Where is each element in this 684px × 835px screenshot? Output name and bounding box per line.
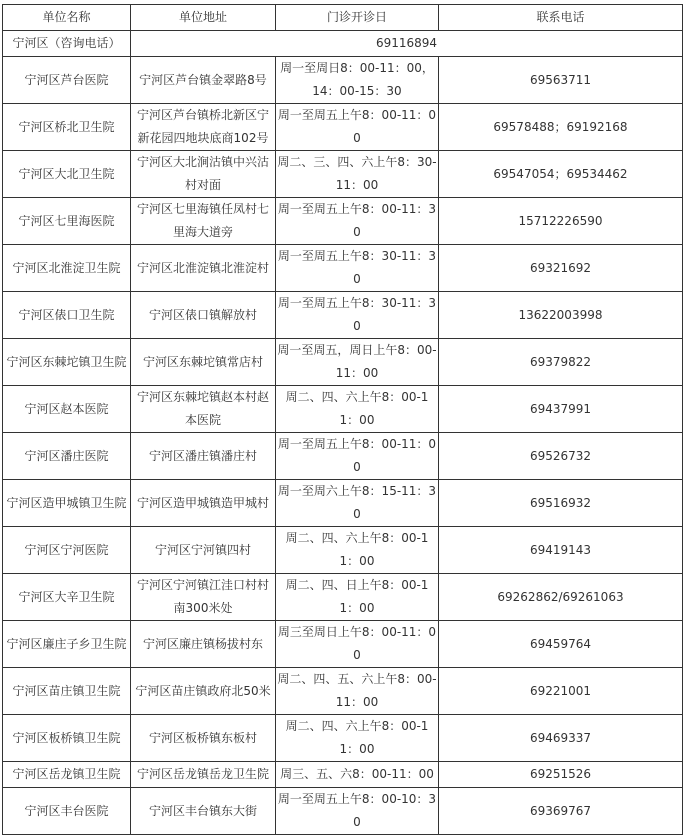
cell-name: 宁河区廉庄子乡卫生院 bbox=[3, 621, 131, 668]
cell-name: 宁河区桥北卫生院 bbox=[3, 104, 131, 151]
cell-phone: 69459764 bbox=[439, 621, 683, 668]
cell-hours: 周一至周五上午8：30-11：30 bbox=[276, 292, 439, 339]
table-row bbox=[3, 433, 683, 480]
cell-address: 宁河区造甲城镇造甲城村 bbox=[131, 480, 276, 527]
cell-hours: 周二、四、日上午8：00-11：00 bbox=[276, 574, 439, 621]
cell-name: 宁河区赵本医院 bbox=[3, 386, 131, 433]
cell-hours: 周一至周六上午8：15-11：30 bbox=[276, 480, 439, 527]
table-row bbox=[3, 57, 683, 104]
table-row bbox=[3, 715, 683, 762]
table-row bbox=[3, 245, 683, 292]
table-row bbox=[3, 480, 683, 527]
header-name: 单位名称 bbox=[3, 5, 131, 31]
cell-address: 宁河区潘庄镇潘庄村 bbox=[131, 433, 276, 480]
header-address: 单位地址 bbox=[131, 5, 276, 31]
cell-address: 宁河区芦台镇桥北新区宁新花园四地块底商102号 bbox=[131, 104, 276, 151]
cell-hours: 周一至周五上午8：00-11：00 bbox=[276, 433, 439, 480]
cell-name: 宁河区苗庄镇卫生院 bbox=[3, 668, 131, 715]
table-row bbox=[3, 198, 683, 245]
cell-hours: 周一至周日8：00-11：00，14：00-15：30 bbox=[276, 57, 439, 104]
cell-phone: 69419143 bbox=[439, 527, 683, 574]
cell-hours: 周一至周五上午8：00-11：00 bbox=[276, 104, 439, 151]
cell-address: 宁河区岳龙镇岳龙卫生院 bbox=[131, 762, 276, 788]
cell-phone: 13622003998 bbox=[439, 292, 683, 339]
hotline-phone: 69116894 bbox=[131, 31, 683, 57]
table-row bbox=[3, 762, 683, 788]
cell-phone: 69437991 bbox=[439, 386, 683, 433]
table-row bbox=[3, 668, 683, 715]
clinic-table bbox=[2, 4, 683, 835]
table-row bbox=[3, 788, 683, 835]
cell-hours: 周一至周五上午8：00-11：30 bbox=[276, 198, 439, 245]
table-row bbox=[3, 386, 683, 433]
cell-phone: 69563711 bbox=[439, 57, 683, 104]
cell-name: 宁河区大北卫生院 bbox=[3, 151, 131, 198]
cell-name: 宁河区宁河医院 bbox=[3, 527, 131, 574]
cell-address: 宁河区丰台镇东大街 bbox=[131, 788, 276, 835]
cell-address: 宁河区宁河镇江洼口村村南300米处 bbox=[131, 574, 276, 621]
cell-name: 宁河区潘庄医院 bbox=[3, 433, 131, 480]
cell-phone: 69516932 bbox=[439, 480, 683, 527]
cell-hours: 周二、四、六上午8：00-11：00 bbox=[276, 527, 439, 574]
table-row bbox=[3, 339, 683, 386]
cell-hours: 周三至周日上午8：00-11：00 bbox=[276, 621, 439, 668]
cell-name: 宁河区北淮淀卫生院 bbox=[3, 245, 131, 292]
table-row bbox=[3, 104, 683, 151]
cell-phone: 69547054；69534462 bbox=[439, 151, 683, 198]
cell-hours: 周一至周五上午8：30-11：30 bbox=[276, 245, 439, 292]
cell-address: 宁河区板桥镇东板村 bbox=[131, 715, 276, 762]
cell-address: 宁河区大北涧沽镇中兴沽村对面 bbox=[131, 151, 276, 198]
cell-phone: 69379822 bbox=[439, 339, 683, 386]
cell-hours: 周二、四、六上午8：00-11：00 bbox=[276, 715, 439, 762]
cell-name: 宁河区俵口卫生院 bbox=[3, 292, 131, 339]
cell-phone: 69369767 bbox=[439, 788, 683, 835]
header-hours: 门诊开诊日 bbox=[276, 5, 439, 31]
cell-address: 宁河区东棘坨镇赵本村赵本医院 bbox=[131, 386, 276, 433]
cell-phone: 69469337 bbox=[439, 715, 683, 762]
hotline-row bbox=[3, 31, 683, 57]
cell-address: 宁河区东棘坨镇常店村 bbox=[131, 339, 276, 386]
cell-name: 宁河区岳龙镇卫生院 bbox=[3, 762, 131, 788]
header-phone: 联系电话 bbox=[439, 5, 683, 31]
cell-hours: 周二、四、六上午8：00-11：00 bbox=[276, 386, 439, 433]
cell-phone: 69262862/69261063 bbox=[439, 574, 683, 621]
cell-address: 宁河区俵口镇解放村 bbox=[131, 292, 276, 339]
cell-address: 宁河区宁河镇四村 bbox=[131, 527, 276, 574]
cell-name: 宁河区芦台医院 bbox=[3, 57, 131, 104]
table-row bbox=[3, 292, 683, 339]
table-row bbox=[3, 621, 683, 668]
cell-address: 宁河区廉庄镇杨拔村东 bbox=[131, 621, 276, 668]
cell-hours: 周三、五、六8：00-11：00 bbox=[276, 762, 439, 788]
cell-name: 宁河区丰台医院 bbox=[3, 788, 131, 835]
table-row bbox=[3, 527, 683, 574]
cell-name: 宁河区造甲城镇卫生院 bbox=[3, 480, 131, 527]
cell-address: 宁河区北淮淀镇北淮淀村 bbox=[131, 245, 276, 292]
hotline-name: 宁河区（咨询电话） bbox=[3, 31, 131, 57]
cell-phone: 69251526 bbox=[439, 762, 683, 788]
cell-address: 宁河区七里海镇任凤村七里海大道旁 bbox=[131, 198, 276, 245]
cell-name: 宁河区七里海医院 bbox=[3, 198, 131, 245]
cell-address: 宁河区芦台镇金翠路8号 bbox=[131, 57, 276, 104]
cell-phone: 69321692 bbox=[439, 245, 683, 292]
cell-hours: 周一至周五上午8：00-10：30 bbox=[276, 788, 439, 835]
cell-phone: 69578488；69192168 bbox=[439, 104, 683, 151]
header-row bbox=[3, 5, 683, 31]
cell-name: 宁河区大辛卫生院 bbox=[3, 574, 131, 621]
table-row bbox=[3, 574, 683, 621]
cell-phone: 15712226590 bbox=[439, 198, 683, 245]
cell-address: 宁河区苗庄镇政府北50米 bbox=[131, 668, 276, 715]
cell-name: 宁河区东棘坨镇卫生院 bbox=[3, 339, 131, 386]
cell-phone: 69526732 bbox=[439, 433, 683, 480]
cell-phone: 69221001 bbox=[439, 668, 683, 715]
cell-hours: 周二、四、五、六上午8：00-11：00 bbox=[276, 668, 439, 715]
cell-hours: 周一至周五，周日上午8：00-11：00 bbox=[276, 339, 439, 386]
cell-hours: 周二、三、四、六上午8：30-11：00 bbox=[276, 151, 439, 198]
cell-name: 宁河区板桥镇卫生院 bbox=[3, 715, 131, 762]
table-row bbox=[3, 151, 683, 198]
